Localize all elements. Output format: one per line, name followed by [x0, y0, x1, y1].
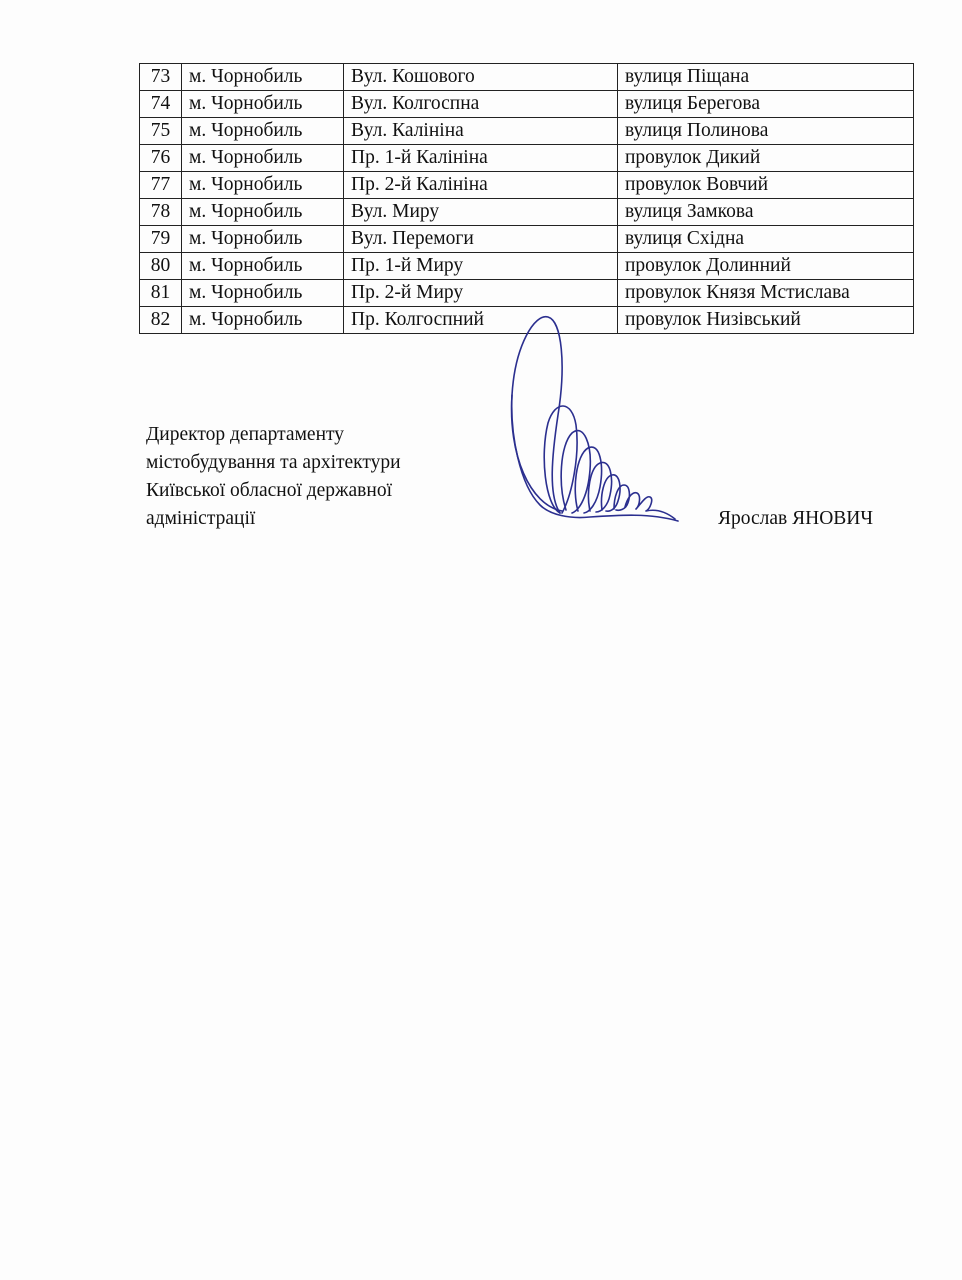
old-name-cell: Пр. 1-й Калініна — [344, 145, 618, 172]
table-row — [140, 64, 914, 91]
city-cell: м. Чорнобиль — [182, 280, 344, 307]
position-line: містобудування та архітектури — [146, 452, 401, 473]
old-name-cell: Вул. Колгоспна — [344, 91, 618, 118]
table-row — [140, 118, 914, 145]
old-name-cell: Пр. 2-й Миру — [344, 280, 618, 307]
old-name-cell: Пр. 2-й Калініна — [344, 172, 618, 199]
row-number: 78 — [140, 199, 182, 226]
row-number: 75 — [140, 118, 182, 145]
city-cell: м. Чорнобиль — [182, 145, 344, 172]
new-name-cell: провулок Вовчий — [618, 172, 914, 199]
old-name-cell: Вул. Кошового — [344, 64, 618, 91]
table-row — [140, 172, 914, 199]
signature-stroke — [512, 317, 563, 513]
row-number: 82 — [140, 307, 182, 334]
table-row — [140, 91, 914, 118]
city-cell: м. Чорнобиль — [182, 64, 344, 91]
city-cell: м. Чорнобиль — [182, 253, 344, 280]
table-row — [140, 280, 914, 307]
table-row — [140, 253, 914, 280]
signature-strokes — [512, 317, 678, 521]
old-name-cell: Вул. Миру — [344, 199, 618, 226]
table-row — [140, 145, 914, 172]
new-name-cell: вулиця Піщана — [618, 64, 914, 91]
street-renaming-table — [139, 63, 914, 334]
city-cell: м. Чорнобиль — [182, 172, 344, 199]
position-line: Директор департаменту — [146, 424, 345, 445]
signer-name: Ярослав ЯНОВИЧ — [718, 508, 874, 529]
row-number: 74 — [140, 91, 182, 118]
old-name-cell: Вул. Перемоги — [344, 226, 618, 253]
old-name-cell: Пр. 1-й Миру — [344, 253, 618, 280]
old-name-cell: Пр. Колгоспний — [344, 307, 618, 334]
new-name-cell: вулиця Полинова — [618, 118, 914, 145]
handwritten-signature — [500, 305, 685, 535]
row-number: 79 — [140, 226, 182, 253]
table-body — [140, 64, 914, 334]
table-row — [140, 226, 914, 253]
row-number: 80 — [140, 253, 182, 280]
new-name-cell: вулиця Замкова — [618, 199, 914, 226]
row-number: 73 — [140, 64, 182, 91]
new-name-cell: вулиця Берегова — [618, 91, 914, 118]
new-name-cell: провулок Долинний — [618, 253, 914, 280]
row-number: 81 — [140, 280, 182, 307]
position-line: Київської обласної державної — [146, 480, 392, 501]
new-name-cell: провулок Дикий — [618, 145, 914, 172]
old-name-cell: Вул. Калініна — [344, 118, 618, 145]
city-cell: м. Чорнобиль — [182, 307, 344, 334]
city-cell: м. Чорнобиль — [182, 199, 344, 226]
signatory-position — [146, 421, 486, 533]
city-cell: м. Чорнобиль — [182, 118, 344, 145]
new-name-cell: вулиця Східна — [618, 226, 914, 253]
table-row — [140, 199, 914, 226]
new-name-cell: провулок Низівський — [618, 307, 914, 334]
new-name-cell: провулок Князя Мстислава — [618, 280, 914, 307]
row-number: 76 — [140, 145, 182, 172]
city-cell: м. Чорнобиль — [182, 91, 344, 118]
row-number: 77 — [140, 172, 182, 199]
city-cell: м. Чорнобиль — [182, 226, 344, 253]
signature-stroke — [544, 406, 577, 513]
position-line: адміністрації — [146, 508, 256, 529]
